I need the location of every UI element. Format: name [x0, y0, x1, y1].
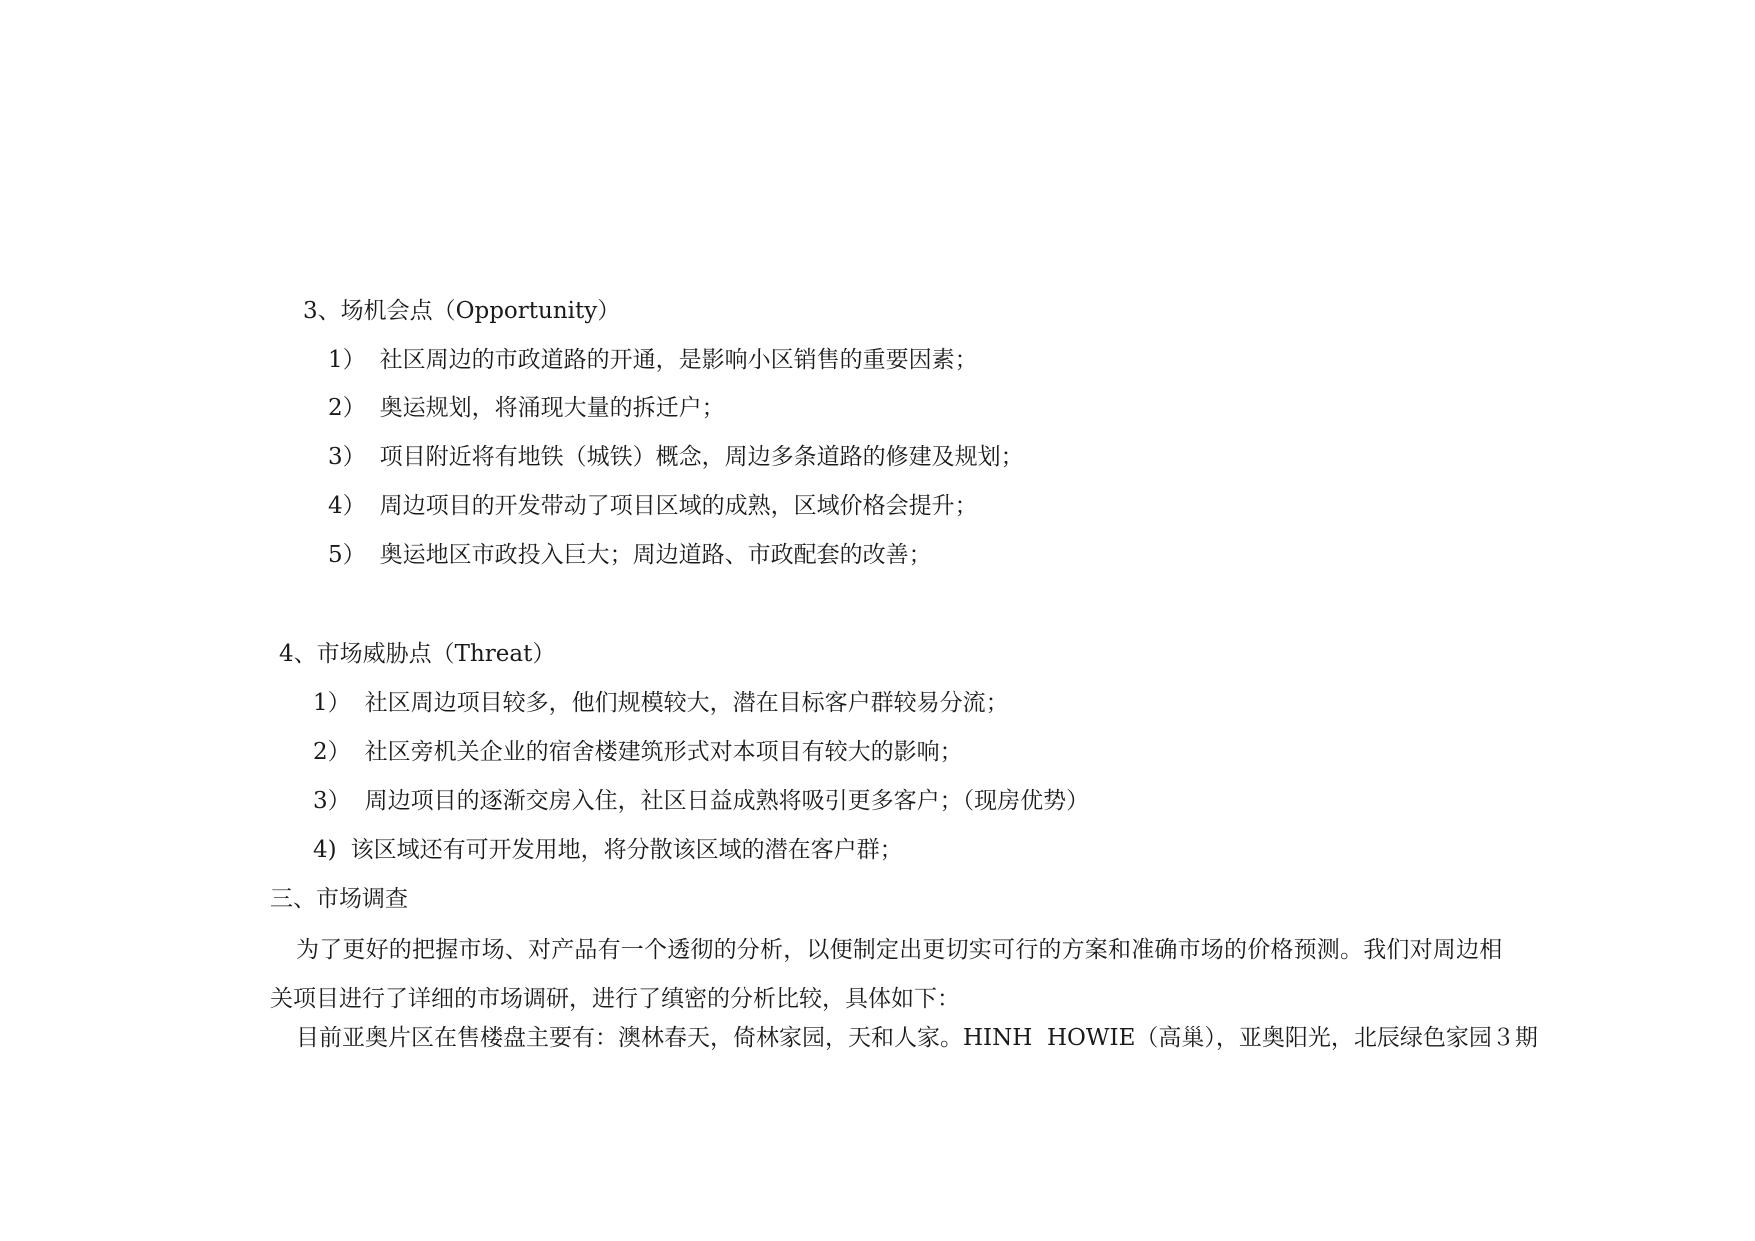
survey-heading: 三、市场调查: [270, 886, 408, 912]
list-number: 2）: [313, 739, 351, 765]
list-item-text: 项目附近将有地铁（城铁）概念，周边多条道路的修建及规划；: [379, 444, 1024, 470]
opportunity-item-1: [328, 345, 978, 375]
survey-paragraph-line-1: 为了更好的把握市场、对产品有一个透彻的分析，以便制定出更切实可行的方案和准确市场的价格预测。我们对周边相: [296, 937, 1503, 963]
list-number: 3）: [328, 444, 366, 470]
list-number: 4）: [328, 493, 366, 519]
list-item-text: 周边项目的逐渐交房入住，社区日益成熟将吸引更多客户；（现房优势）: [364, 788, 1090, 814]
list-number: 1）: [328, 347, 366, 373]
list-item-text: 社区旁机关企业的宿舍楼建筑形式对本项目有较大的影响；: [364, 739, 963, 765]
list-number: 2）: [328, 395, 366, 421]
threat-item-3: [313, 786, 1089, 816]
list-item-text: 该区域还有可开发用地，将分散该区域的潜在客户群；: [350, 837, 903, 863]
list-number: 3）: [313, 788, 351, 814]
survey-paragraph-2-line-1: 目前亚奥片区在售楼盘主要有：澳林春天，倚林家园，天和人家。HINH HOWIE（高巢），亚奥阳光，北辰绿色家园３期: [296, 1025, 1538, 1051]
list-item-text: 社区周边项目较多，他们规模较大，潜在目标客户群较易分流；: [364, 690, 1009, 716]
opportunity-item-3: [328, 442, 1024, 472]
list-item-text: 社区周边的市政道路的开通，是影响小区销售的重要因素；: [379, 347, 978, 373]
list-item-text: 奥运规划，将涌现大量的拆迁户；: [379, 395, 725, 421]
opportunity-item-5: [328, 540, 932, 570]
list-item-text: 奥运地区市政投入巨大；周边道路、市政配套的改善；: [379, 542, 932, 568]
survey-paragraph-line-2: 关项目进行了详细的市场调研，进行了缜密的分析比较，具体如下：: [270, 986, 960, 1012]
threat-item-2: [313, 737, 963, 767]
threat-item-1: [313, 688, 1009, 718]
opportunity-item-2: [328, 393, 725, 423]
list-item-text: 周边项目的开发带动了项目区域的成熟，区域价格会提升；: [379, 493, 978, 519]
threat-item-4: [313, 835, 903, 865]
opportunity-item-4: [328, 491, 978, 521]
opportunity-heading: 3、场机会点（Opportunity）: [303, 298, 621, 324]
threat-heading: 4、市场威胁点（Threat）: [279, 641, 556, 667]
list-number: 1）: [313, 690, 351, 716]
list-number: 4): [313, 837, 337, 863]
list-number: 5）: [328, 542, 366, 568]
